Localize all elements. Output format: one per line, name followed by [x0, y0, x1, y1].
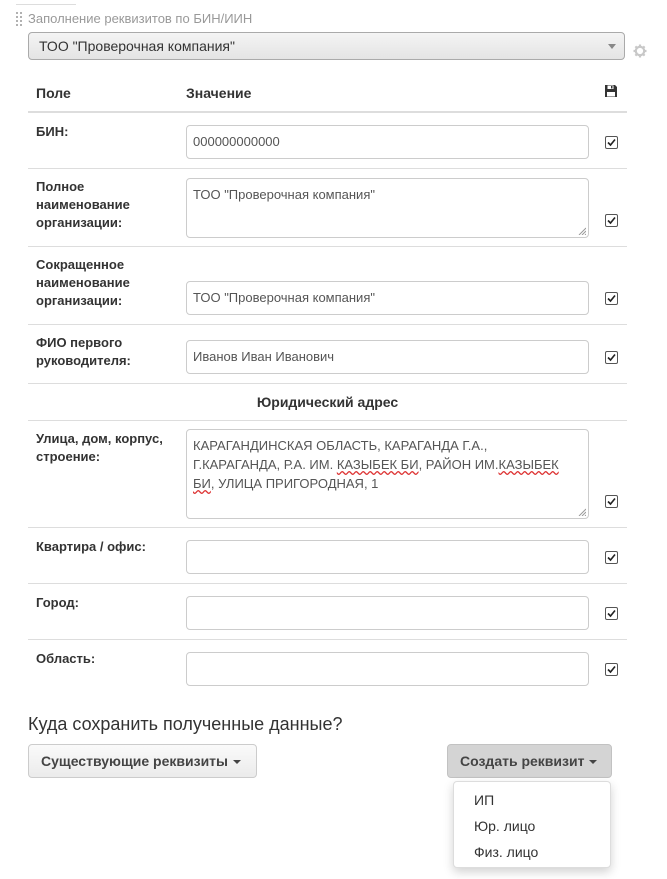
label-region: Область: [36, 651, 96, 666]
label-bin: БИН: [36, 124, 69, 139]
checkbox-region[interactable] [605, 663, 618, 676]
full-name-text: ТОО "Проверочная компания" [193, 187, 375, 202]
company-select[interactable] [28, 32, 625, 60]
drag-handle-icon[interactable] [16, 12, 24, 28]
menu-item-individual[interactable]: Физ. лицо [474, 844, 539, 860]
caret-down-icon [233, 760, 241, 764]
street-text: , РАЙОН ИМ. [418, 457, 499, 472]
label-office: Квартира / офис: [36, 539, 146, 554]
office-input[interactable] [186, 540, 589, 574]
existing-requisites-label: Существующие реквизиты [41, 753, 228, 769]
street-text: Г.КАРАГАНДА, Р.А. ИМ. [193, 457, 337, 472]
create-requisite-button[interactable] [447, 744, 612, 778]
street-line-1: КАРАГАНДИНСКАЯ ОБЛАСТЬ, КАРАГАНДА Г.А., [193, 438, 488, 453]
label-director: ФИО первого руководителя: [36, 335, 131, 368]
menu-item-legal-entity[interactable]: Юр. лицо [474, 818, 536, 834]
floppy-disk-icon[interactable] [604, 84, 618, 98]
spellcheck-word: БИ [193, 476, 211, 491]
full-name-textarea[interactable] [186, 178, 589, 238]
row-divider [28, 383, 627, 384]
street-text: , УЛИЦА ПРИГОРОДНАЯ, 1 [210, 476, 379, 491]
checkbox-full-name[interactable] [605, 214, 618, 227]
company-select-value: ТОО "Проверочная компания" [39, 38, 235, 54]
checkbox-street[interactable] [605, 495, 618, 508]
row-divider [28, 168, 627, 169]
checkbox-city[interactable] [605, 607, 618, 620]
row-divider [28, 324, 627, 325]
row-divider [28, 639, 627, 640]
checkbox-office[interactable] [605, 551, 618, 564]
street-line-3 [193, 474, 582, 493]
column-header-value: Значение [186, 85, 252, 101]
label-city: Город: [36, 595, 79, 610]
existing-requisites-button[interactable] [28, 744, 257, 778]
short-name-input[interactable]: ТОО "Проверочная компания" [186, 281, 589, 315]
resize-grip-icon[interactable] [578, 227, 586, 235]
spellcheck-word: КАЗЫБЕК БИ [336, 457, 419, 472]
address-section-heading: Юридический адрес [256, 394, 399, 410]
checkbox-short-name[interactable] [605, 292, 618, 305]
panel-title: Заполнение реквизитов по БИН/ИИН [28, 11, 253, 26]
bin-input[interactable]: 000000000000 [186, 125, 589, 159]
table-header-divider [28, 111, 627, 113]
director-input[interactable]: Иванов Иван Иванович [186, 340, 589, 374]
menu-item-ip[interactable]: ИП [474, 792, 495, 808]
top-divider [16, 0, 76, 5]
row-divider [28, 420, 627, 421]
street-line-2 [193, 455, 582, 474]
caret-down-icon [589, 760, 597, 764]
street-textarea[interactable] [186, 429, 589, 519]
checkbox-bin[interactable] [605, 136, 618, 149]
create-requisite-menu [453, 781, 611, 868]
save-destination-question: Куда сохранить полученные данные? [28, 714, 343, 734]
row-divider [28, 246, 627, 247]
region-input[interactable] [186, 652, 589, 686]
chevron-down-icon [608, 44, 616, 49]
create-requisite-label: Создать реквизит [460, 753, 585, 769]
row-divider [28, 583, 627, 584]
row-divider [28, 527, 627, 528]
checkbox-director[interactable] [605, 351, 618, 364]
city-input[interactable] [186, 596, 589, 630]
label-full-name: Полное наименование организации: [36, 179, 130, 230]
spellcheck-word: КАЗЫБЕК [498, 457, 559, 472]
label-short-name: Сокращенное наименование организации: [36, 257, 130, 308]
gear-icon[interactable] [633, 44, 647, 58]
resize-grip-icon[interactable] [578, 508, 586, 516]
label-street: Улица, дом, корпус, строение: [36, 431, 163, 464]
column-header-field: Поле [36, 85, 71, 101]
